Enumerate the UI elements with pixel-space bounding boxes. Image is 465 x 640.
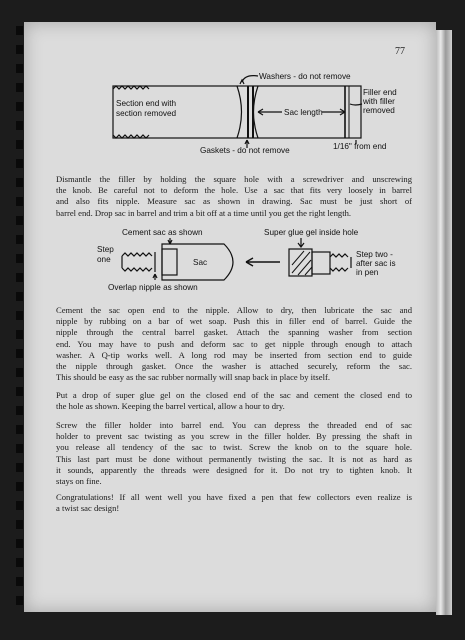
washers-label: Washers - do not remove [259,72,351,81]
overlap-label: Overlap nipple as shown [108,283,198,292]
section-end-label-1: Section end with [116,99,177,108]
glue-label: Super glue gel inside hole [264,228,359,237]
filler-end-label-2: with filler [363,97,395,106]
step-one-label-2: one [97,255,111,264]
step-two-label-1: Step two - [356,250,393,259]
gap-label: 1/16" from end [333,142,387,151]
sac-length-label: Sac length [284,108,323,117]
paragraph-cement: Cement the sac open end to the nipple. Allow to dry, then lubricate the sac and nipple by rubbing on a bar of wet soap. Push this in filler end of barrel. Guide the nipple through the central barrel gasket. Attach the spanning washer from section end. You may have to push and deform sac to get nipple through enough to attach washer. A Q-tip works well. A long rod may be inserted from section end to guide the nipple through gasket. Once the washer is attached securely, reform the sac. This should be easy as the sac rubber normally will snap back in place by itself. [56,305,412,383]
paragraph-glue: Put a drop of super glue gel on the closed end of the sac and cement the closed end to the hole as shown. Keeping the barrel vertical, allow a hour to dry. [56,390,412,412]
section-end-label-2: section removed [116,109,177,118]
paragraph-dismantle: Dismantle the filler by holding the square hole with a screwdriver and unscrewing the knob. Be careful not to deform the hole. Use a sac that fits very loosely in barrel and also fits nipple. Measure sac as shown in drawing. Sac must be just short of barrel end. Drop sac in barrel and trim a bit off at a time until you get the right length. [56,174,412,218]
step-two-label-2: after sac is [356,259,396,268]
paragraph-congratulations: Congratulations! If all went well you have fixed a pen that few collectors even realize is a twist sac design! [56,492,412,514]
step-one-label-1: Step [97,245,114,254]
filler-end-label-1: Filler end [363,88,397,97]
filler-end-label-3: removed [363,106,395,115]
gaskets-label: Gaskets - do not remove [200,146,290,155]
page-stack-edge [436,30,452,615]
step-two-label-3: in pen [356,268,379,277]
comb-binding [16,26,24,606]
page-number: 77 [395,46,405,57]
cement-label: Cement sac as shown [122,228,203,237]
sac-label: Sac [193,258,208,267]
paragraph-screw: Screw the filler holder into barrel end. You can depress the threaded end of sac holder to prevent sac twisting as you screw in the filler holder. By pressing the shaft in you release all tendency of the sac to twist. Screw the knob on to the square hole. This last part must be done without permanently twisting the sac. It is not as hard as it sounds, apparently the threads were designed for it. Do not try to tighten knob. It stays on fine. [56,420,412,487]
